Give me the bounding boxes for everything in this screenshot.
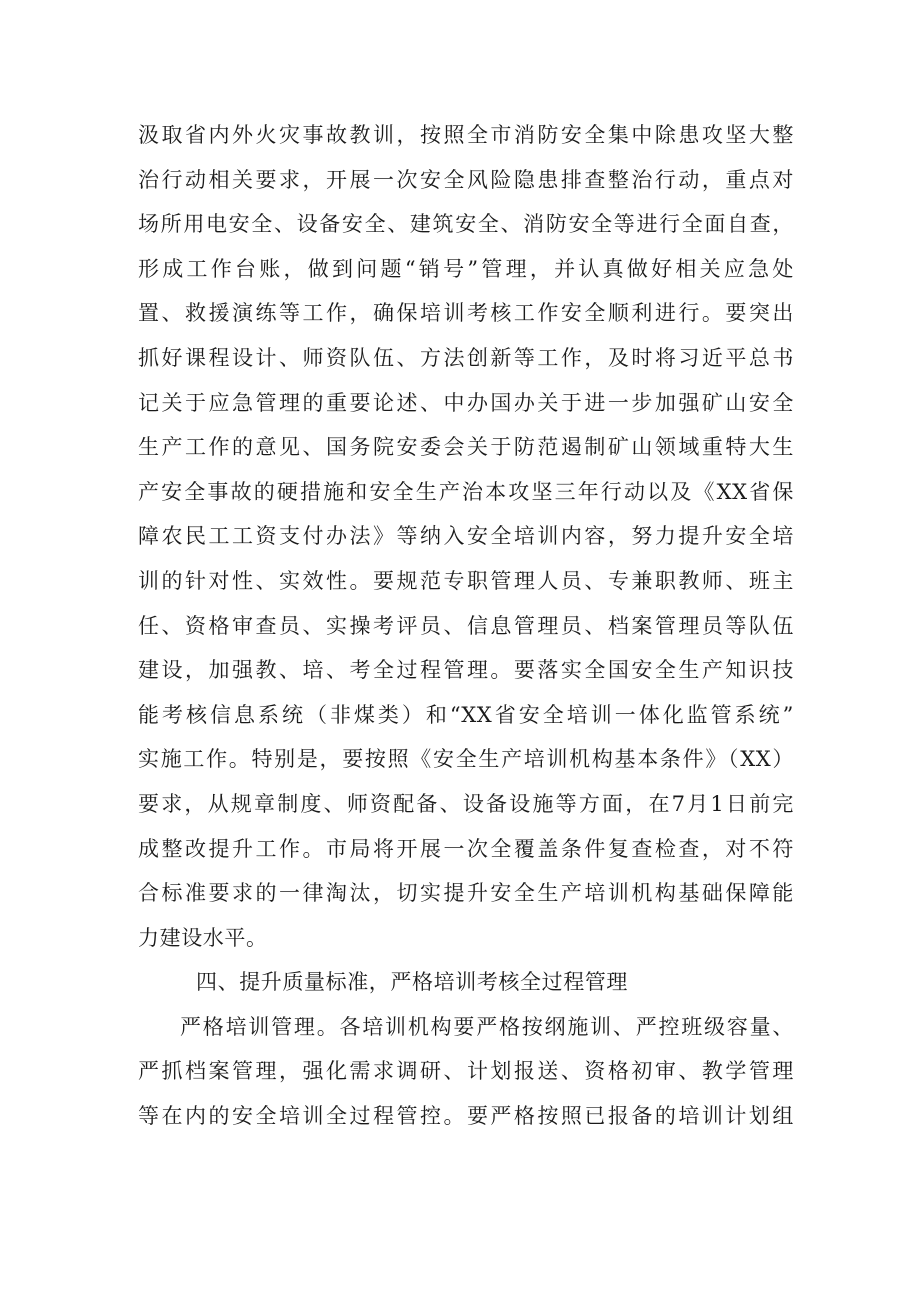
text-line: 障农民工工资支付办法》等纳入安全培训内容，努力提升安全培 [138, 524, 794, 549]
text-line: 建设，加强教、培、考全过程管理。要落实全国安全生产知识技 [138, 658, 794, 683]
text-line: 合标准要求的一律淘汰，切实提升安全生产培训机构基础保障能 [138, 881, 794, 906]
text-line: 任、资格审查员、实操考评员、信息管理员、档案管理员等队伍 [138, 613, 794, 638]
text-line: 生产工作的意见、国务院安委会关于防范遏制矿山领域重特大生 [138, 435, 794, 460]
text-line: 训的针对性、实效性。要规范专职管理人员、专兼职教师、班主 [138, 568, 794, 593]
text-line: 力建设水平。 [138, 925, 268, 950]
text-line: 实施工作。特别是，要按照《安全生产培训机构基本条件》（XX） [138, 747, 794, 772]
text-line: 汲取省内外火灾事故教训，按照全市消防安全集中除患攻坚大整 [138, 123, 794, 147]
text-line: 场所用电安全、设备安全、建筑安全、消防安全等进行全面自查， [138, 212, 794, 237]
text-line: 要求，从规章制度、师资配备、设备设施等方面，在7月1日前完 [138, 791, 794, 816]
text-line: 产安全事故的硬措施和安全生产治本攻坚三年行动以及《XX省保 [138, 479, 794, 504]
section-heading: 四、提升质量标准，严格培训考核全过程管理 [196, 970, 628, 995]
text-line: 能考核信息系统（非煤类）和“XX省安全培训一体化监管系统” [138, 702, 794, 727]
text-line: 等在内的安全培训全过程管控。要严格按照已报备的培训计划组 [138, 1104, 794, 1129]
text-line: 治行动相关要求，开展一次安全风险隐患排查整治行动，重点对 [138, 167, 794, 192]
text-line: 严抓档案管理，强化需求调研、计划报送、资格初审、教学管理 [138, 1059, 794, 1084]
text-line: 形成工作台账，做到问题“销号”管理，并认真做好相关应急处 [138, 256, 794, 281]
text-line: 记关于应急管理的重要论述、中办国办关于进一步加强矿山安全 [138, 390, 794, 415]
text-line: 置、救援演练等工作，确保培训考核工作安全顺利进行。要突出 [138, 301, 794, 326]
text-line: 抓好课程设计、师资队伍、方法创新等工作，及时将习近平总书 [138, 345, 794, 370]
document-body [138, 113, 794, 1139]
text-line: 严格培训管理。各培训机构要严格按纲施训、严控班级容量、 [180, 1014, 794, 1039]
text-line: 成整改提升工作。市局将开展一次全覆盖条件复查检查，对不符 [138, 836, 794, 861]
